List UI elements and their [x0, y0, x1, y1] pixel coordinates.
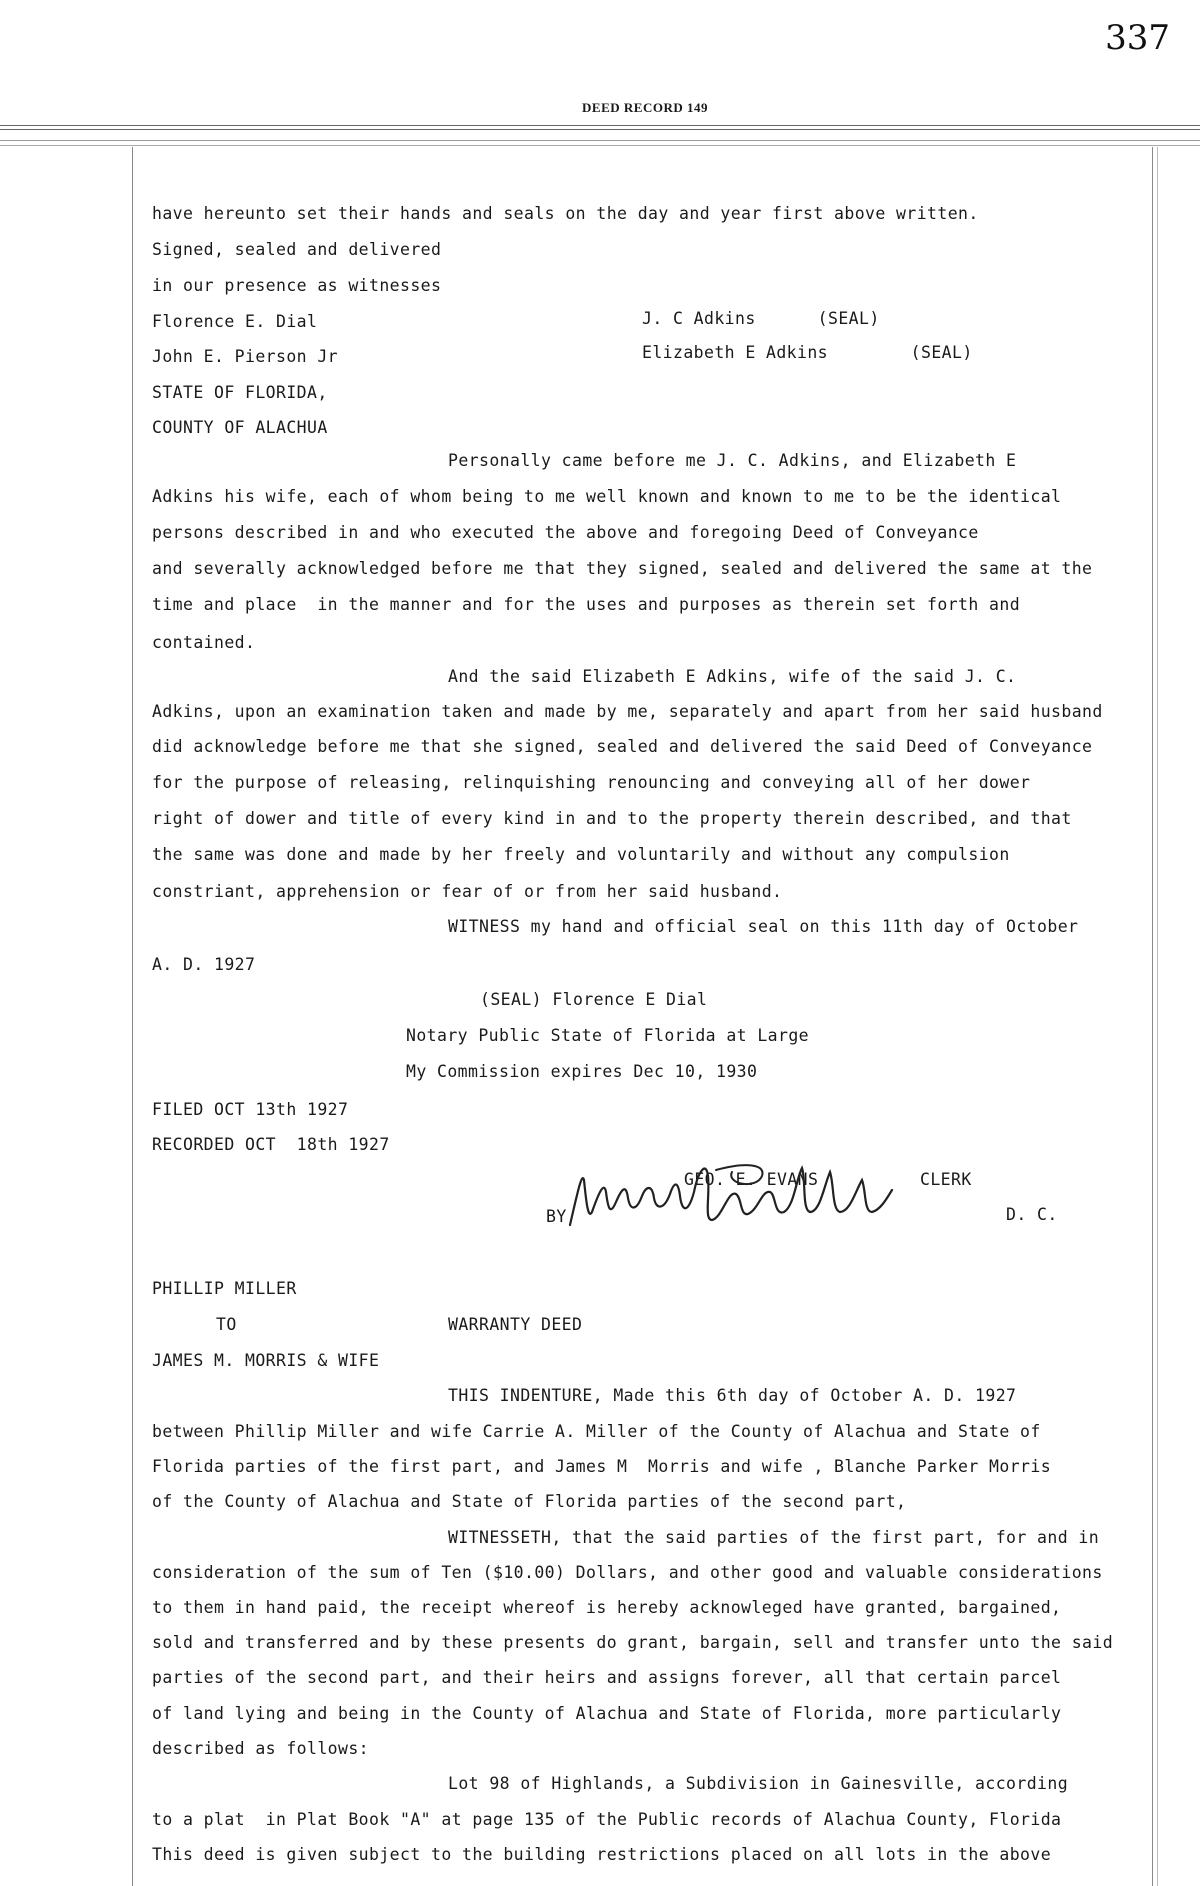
deed-line: to a plat in Plat Book "A" at page 135 of the Public records of Alachua County, Florida	[152, 1810, 1062, 1829]
deed-line: right of dower and title of every kind in and to the property therein described, and that	[152, 809, 1072, 828]
header-rule	[0, 129, 1200, 130]
deed-line: in our presence as witnesses	[152, 276, 442, 295]
header-rule	[0, 140, 1200, 141]
deed-line: constriant, apprehension or fear of or from her said husband.	[152, 882, 783, 901]
deed-line: and severally acknowledged before me that they signed, sealed and delivered the same at the	[152, 559, 1093, 578]
grantor-signature: Elizabeth E Adkins (SEAL)	[642, 343, 973, 362]
deed-line: consideration of the sum of Ten ($10.00) Dollars, and other good and valuable considerations	[152, 1563, 1103, 1582]
grantor-name: PHILLIP MILLER	[152, 1279, 297, 1298]
header-rule	[0, 125, 1200, 126]
deed-line: time and place in the manner and for the uses and purposes as therein set forth and	[152, 595, 1021, 614]
deed-line: described as follows:	[152, 1739, 370, 1758]
deed-line: the same was done and made by her freely and voluntarily and without any compulsion	[152, 845, 1010, 864]
notary-line: My Commission expires Dec 10, 1930	[406, 1062, 758, 1081]
deed-line: WITNESS my hand and official seal on this 11th day of October	[448, 917, 1079, 936]
deed-line: Signed, sealed and delivered	[152, 240, 442, 259]
witness-name: Florence E. Dial	[152, 312, 318, 331]
deed-line: COUNTY OF ALACHUA	[152, 418, 328, 437]
deed-line: contained.	[152, 633, 256, 652]
deed-line: persons described in and who executed the above and foregoing Deed of Conveyance	[152, 523, 979, 542]
page-number: 337	[1105, 18, 1170, 58]
deed-line: Adkins, upon an examination taken and made by me, separately and apart from her said husband	[152, 702, 1103, 721]
grantor-signature: J. C Adkins (SEAL)	[642, 309, 880, 328]
notary-line: (SEAL) Florence E Dial	[480, 990, 708, 1009]
deed-line: THIS INDENTURE, Made this 6th day of October A. D. 1927	[448, 1386, 1017, 1405]
right-margin-line	[1157, 147, 1158, 1886]
filed-date: FILED OCT 13th 1927	[152, 1100, 349, 1119]
deed-line: A. D. 1927	[152, 955, 256, 974]
deed-type: WARRANTY DEED	[448, 1315, 583, 1334]
deed-line: This deed is given subject to the building restrictions placed on all lots in the above	[152, 1845, 1052, 1864]
deed-line: of land lying and being in the County of Alachua and State of Florida, more particularly	[152, 1704, 1062, 1723]
clerk-title: CLERK	[920, 1170, 972, 1189]
deed-line: for the purpose of releasing, relinquishing renouncing and conveying all of her dower	[152, 773, 1031, 792]
deed-line: Personally came before me J. C. Adkins, and Elizabeth E	[448, 451, 1017, 470]
left-margin-line	[132, 147, 133, 1886]
notary-line: Notary Public State of Florida at Large	[406, 1026, 810, 1045]
deed-line: Florida parties of the first part, and James M Morris and wife , Blanche Parker Morris	[152, 1457, 1052, 1476]
deed-line: did acknowledge before me that she signed, sealed and delivered the said Deed of Conveyance	[152, 737, 1093, 756]
grantee-name: JAMES M. MORRIS & WIFE	[152, 1351, 380, 1370]
deed-line: And the said Elizabeth E Adkins, wife of the said J. C.	[448, 667, 1017, 686]
deed-line: Adkins his wife, each of whom being to me well known and known to me to be the identical	[152, 487, 1062, 506]
right-margin-line	[1152, 147, 1153, 1886]
deed-line: have hereunto set their hands and seals on the day and year first above written.	[152, 204, 979, 223]
header-rule	[0, 145, 1200, 146]
deed-line: parties of the second part, and their heirs and assigns forever, all that certain parcel	[152, 1668, 1062, 1687]
deed-line: of the County of Alachua and State of Florida parties of the second part,	[152, 1492, 907, 1511]
by-label: BY	[546, 1207, 567, 1226]
clerk-signature	[566, 1150, 896, 1240]
deed-line: between Phillip Miller and wife Carrie A. Miller of the County of Alachua and State of	[152, 1422, 1041, 1441]
witness-name: John E. Pierson Jr	[152, 347, 339, 366]
deed-line: Lot 98 of Highlands, a Subdivision in Gainesville, according	[448, 1774, 1069, 1793]
deed-line: STATE OF FLORIDA,	[152, 383, 328, 402]
to-label: TO	[216, 1315, 237, 1334]
deed-line: to them in hand paid, the receipt whereof is hereby acknowleged have granted, bargained,	[152, 1598, 1062, 1617]
record-header: DEED RECORD 149	[582, 100, 708, 115]
deputy-clerk-label: D. C.	[1006, 1205, 1058, 1224]
clerk-name: GEO. E. EVANS	[684, 1170, 819, 1189]
deed-line: WITNESSETH, that the said parties of the first part, for and in	[448, 1528, 1100, 1547]
recorded-date: RECORDED OCT 18th 1927	[152, 1135, 390, 1154]
signature-stroke	[716, 1165, 763, 1184]
deed-line: sold and transferred and by these presents do grant, bargain, sell and transfer unto the said	[152, 1633, 1114, 1652]
